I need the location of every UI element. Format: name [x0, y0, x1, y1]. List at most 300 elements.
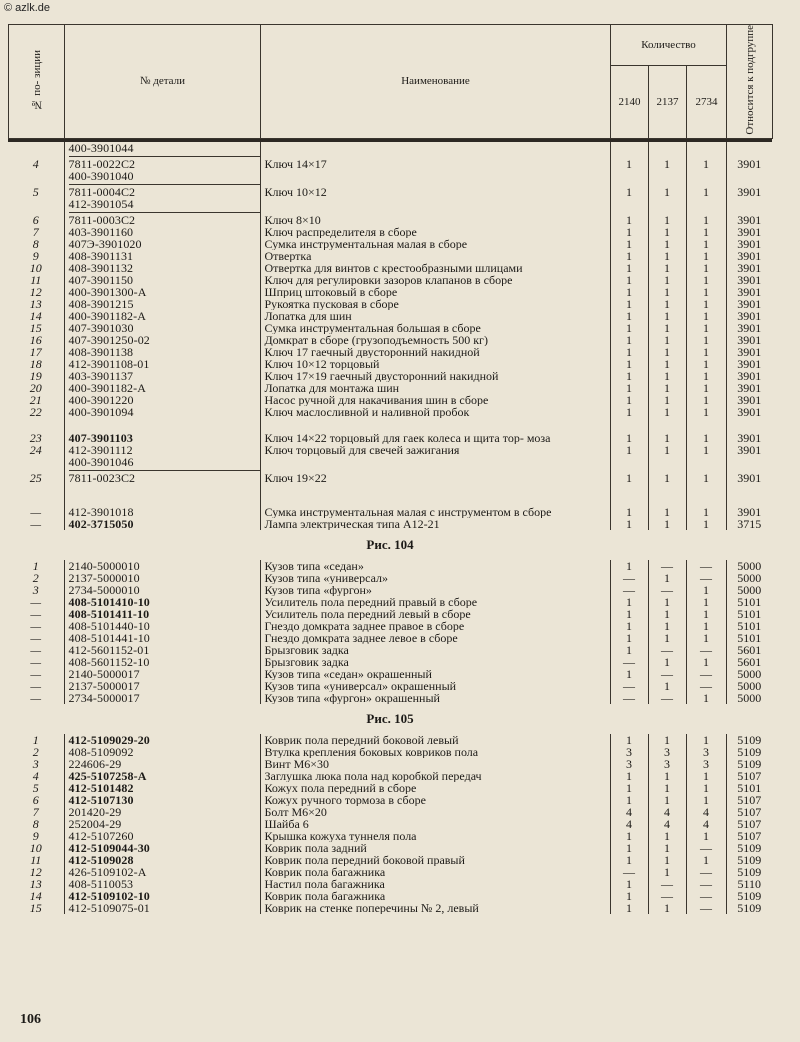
part-number-cell: 400-3901182-А [64, 310, 260, 322]
position-cell: 13 [8, 878, 64, 890]
qty-2140-cell: 1 [610, 198, 648, 226]
part-number-cell: 408-3901131 [64, 250, 260, 262]
name-cell: Кузов типа «универсал» [260, 572, 610, 584]
qty-2140-cell: 1 [610, 644, 648, 656]
name-cell: Кузов типа «седан» [260, 560, 610, 572]
subgroup-cell: 5107 [737, 769, 762, 782]
table-row [8, 656, 772, 668]
qty-2140-cell: 1 [610, 358, 648, 370]
name-cell: Крышка кожуха туннеля пола [260, 830, 610, 842]
qty-2734-cell: 1 [686, 632, 726, 644]
qty-2137-cell: 3 [648, 746, 686, 758]
position-cell: — [8, 518, 64, 530]
qty-2140-cell: 1 [610, 406, 648, 418]
table-row [8, 518, 772, 530]
qty-2140-cell: 1 [610, 418, 648, 444]
name-cell: Кожух ручного тормоза в сборе [260, 794, 610, 806]
qty-2734-cell: — [686, 890, 726, 902]
qty-2140-cell: 3 [610, 758, 648, 770]
part-number-cell [64, 170, 260, 198]
qty-2140-cell: 1 [610, 310, 648, 322]
position-cell: 22 [8, 406, 64, 418]
table-row [8, 746, 772, 758]
subgroup-cell: 5109 [737, 853, 762, 866]
qty-2734-cell: 3 [686, 758, 726, 770]
page-number: 106 [20, 1012, 41, 1027]
qty-2140-cell: 4 [610, 806, 648, 818]
subgroup-cell: 5110 [737, 877, 762, 890]
qty-2140-cell: 4 [610, 818, 648, 830]
position-cell: 6 [8, 198, 64, 226]
position-cell: 24 [8, 444, 64, 456]
subgroup-cell: 5601 [737, 655, 762, 668]
name-cell: Гнездо домкрата заднее левое в сборе [260, 632, 610, 644]
qty-2140-cell: 1 [610, 170, 648, 198]
qty-2137-cell: 1 [648, 142, 686, 170]
name-cell: Коврик пола передний боковой правый [260, 854, 610, 866]
qty-2137-cell: 1 [648, 286, 686, 298]
qty-2137-cell: 1 [648, 596, 686, 608]
part-number-cell: 402-3715050 [64, 518, 260, 530]
qty-2137-cell: 1 [648, 444, 686, 456]
part-number-cell: 400-3901094 [64, 406, 260, 418]
position-cell: — [8, 680, 64, 692]
part-number-cell: 408-5109092 [64, 746, 260, 758]
part-number-cell: 407-3901150 [64, 274, 260, 286]
qty-2734-cell: 1 [686, 298, 726, 310]
name-cell: Сумка инструментальная большая в сборе [260, 322, 610, 334]
qty-2140-cell: — [610, 680, 648, 692]
table-row [8, 692, 772, 704]
position-cell: 4 [8, 770, 64, 782]
subgroup-cell: 3901 [737, 405, 762, 418]
qty-2137-cell: 1 [648, 830, 686, 842]
qty-2137-cell: 1 [648, 770, 686, 782]
name-cell: Лампа электрическая типа А12-21 [260, 518, 610, 530]
qty-2137-cell: — [648, 668, 686, 680]
qty-2140-cell: 1 [610, 346, 648, 358]
qty-2137-cell: 1 [648, 170, 686, 198]
qty-2140-cell: 3 [610, 746, 648, 758]
qty-2137-cell: 1 [648, 226, 686, 238]
part-number-cell: 2137-5000010 [64, 572, 260, 584]
qty-2140-cell: 1 [610, 830, 648, 842]
qty-2137-cell: 1 [648, 358, 686, 370]
subgroup-cell: 5109 [737, 757, 762, 770]
part-number-alt: 7811-0023С2 [69, 470, 260, 484]
position-cell: 17 [8, 346, 64, 358]
part-number-cell: 2140-5000010 [64, 560, 260, 572]
subgroup-cell: 3901 [737, 357, 762, 370]
watermark: © azlk.de [4, 2, 51, 14]
qty-2137-cell: 1 [648, 632, 686, 644]
qty-2140-cell: 1 [610, 668, 648, 680]
subgroup-cell: 5101 [737, 595, 762, 608]
qty-2734-cell: 3 [686, 746, 726, 758]
name-cell: Ключ 19×22 [260, 456, 610, 484]
qty-2137-cell: 1 [648, 334, 686, 346]
subgroup-cell: 3715 [737, 517, 762, 530]
subgroup-cell: 5107 [737, 805, 762, 818]
subgroup-cell: 3901 [737, 393, 762, 406]
qty-2140-cell: 1 [610, 334, 648, 346]
subgroup-cell: 5101 [737, 631, 762, 644]
qty-2137-cell: — [648, 560, 686, 572]
position-cell: 12 [8, 866, 64, 878]
qty-2734-cell: — [686, 878, 726, 890]
parts-table [8, 142, 772, 914]
position-cell: — [8, 656, 64, 668]
qty-2734-cell: — [686, 644, 726, 656]
qty-2140-cell: 1 [610, 382, 648, 394]
name-cell: Гнездо домкрата заднее правое в сборе [260, 620, 610, 632]
part-number-cell: 408-5101440-10 [64, 620, 260, 632]
position-cell: 4 [8, 142, 64, 170]
qty-2734-cell: 1 [686, 596, 726, 608]
subgroup-cell: 5601 [737, 643, 762, 656]
table-row [8, 170, 772, 198]
qty-2137-cell: 1 [648, 238, 686, 250]
qty-2734-cell: 1 [686, 782, 726, 794]
name-cell: Усилитель пола передний правый в сборе [260, 596, 610, 608]
subgroup-cell: 3901 [737, 225, 762, 238]
qty-2140-cell: 1 [610, 854, 648, 866]
name-cell: Кузов типа «фургон» [260, 584, 610, 596]
subgroup-cell: 5000 [737, 667, 762, 680]
part-number-cell: 400-3901300-А [64, 286, 260, 298]
table-row [8, 878, 772, 890]
position-cell: 7 [8, 806, 64, 818]
position-cell: 1 [8, 734, 64, 746]
qty-2734-cell: — [686, 842, 726, 854]
part-number-cell: 2734-5000010 [64, 584, 260, 596]
subgroup-cell: 5109 [737, 733, 762, 746]
qty-2137-cell: 1 [648, 680, 686, 692]
qty-2137-cell: 1 [648, 310, 686, 322]
part-number-cell: 412-3901108-01 [64, 358, 260, 370]
subgroup-cell: 5107 [737, 793, 762, 806]
qty-2734-cell: 1 [686, 444, 726, 456]
table-row [8, 456, 772, 484]
qty-2734-cell: 1 [686, 250, 726, 262]
qty-2140-cell: 1 [610, 456, 648, 484]
header-position: № по- зиции [9, 25, 65, 139]
table-row [8, 608, 772, 620]
qty-2140-cell: 1 [610, 560, 648, 572]
qty-2734-cell: — [686, 866, 726, 878]
position-cell: — [8, 608, 64, 620]
position-cell: 10 [8, 262, 64, 274]
part-number-cell: 2734-5000017 [64, 692, 260, 704]
name-cell: Отвертка [260, 250, 610, 262]
part-number-cell: 412-5109075-01 [64, 902, 260, 914]
part-number-cell: 425-5107258-А [64, 770, 260, 782]
table-row [8, 770, 772, 782]
part-number-cell: 2140-5000017 [64, 668, 260, 680]
name-cell: Лопатка для шин [260, 310, 610, 322]
table-row [8, 310, 772, 322]
position-cell: 2 [8, 746, 64, 758]
name-cell: Ключ 17 гаечный двусторонний накидной [260, 346, 610, 358]
qty-2137-cell: 1 [648, 854, 686, 866]
position-cell: 11 [8, 854, 64, 866]
table-row [8, 358, 772, 370]
qty-2734-cell: 4 [686, 818, 726, 830]
table-row [8, 620, 772, 632]
qty-2734-cell: 1 [686, 608, 726, 620]
table-row [8, 142, 772, 170]
position-cell: — [8, 632, 64, 644]
subgroup-cell: 5109 [737, 745, 762, 758]
part-number-cell: 412-5107130 [64, 794, 260, 806]
position-cell: — [8, 620, 64, 632]
table-row [8, 334, 772, 346]
name-cell: Ключ 14×22 торцовый для гаек колеса и щита тор- моза [260, 418, 610, 444]
subgroup-cell: 5101 [737, 781, 762, 794]
qty-2734-cell: — [686, 902, 726, 914]
part-number-cell [64, 198, 260, 226]
name-cell: Насос ручной для накачивания шин в сборе [260, 394, 610, 406]
name-cell: Ключ 8×10 [260, 198, 610, 226]
qty-2137-cell: 1 [648, 322, 686, 334]
qty-2137-cell: 3 [648, 758, 686, 770]
position-cell: 9 [8, 830, 64, 842]
name-cell: Коврик пола задний [260, 842, 610, 854]
subgroup-cell: 3901 [737, 345, 762, 358]
name-cell: Ключ торцовый для свечей зажигания [260, 444, 610, 456]
qty-2137-cell: 1 [648, 782, 686, 794]
qty-2734-cell: 1 [686, 310, 726, 322]
section-heading [8, 530, 772, 560]
subgroup-cell: 3901 [737, 443, 762, 456]
subgroup-cell: 3901 [737, 470, 762, 484]
part-number-cell: 412-5109028 [64, 854, 260, 866]
table-header [8, 24, 773, 139]
table-row [8, 286, 772, 298]
qty-2137-cell: — [648, 890, 686, 902]
subgroup-cell: 3901 [737, 249, 762, 262]
part-number-cell: 426-5109102-А [64, 866, 260, 878]
qty-2734-cell: 1 [686, 620, 726, 632]
part-number-cell: 201420-29 [64, 806, 260, 818]
qty-2734-cell: 1 [686, 406, 726, 418]
position-cell: 7 [8, 226, 64, 238]
subgroup-cell: 5109 [737, 865, 762, 878]
table-row [8, 572, 772, 584]
position-cell: 16 [8, 334, 64, 346]
qty-2140-cell: 1 [610, 286, 648, 298]
qty-2140-cell: 1 [610, 298, 648, 310]
table-row [8, 794, 772, 806]
subgroup-cell: 5109 [737, 901, 762, 914]
table-row [8, 830, 772, 842]
qty-2734-cell: 1 [686, 484, 726, 518]
qty-2137-cell: 1 [648, 250, 686, 262]
part-number-cell: 412-3901018 [64, 484, 260, 518]
name-cell: Коврик на стенке поперечины № 2, левый [260, 902, 610, 914]
qty-2137-cell: 1 [648, 346, 686, 358]
qty-2137-cell: — [648, 584, 686, 596]
qty-2140-cell: 1 [610, 274, 648, 286]
part-number-cell: 252004-29 [64, 818, 260, 830]
name-cell: Рукоятка пусковая в сборе [260, 298, 610, 310]
name-cell: Ключ для регулировки зазоров клапанов в сборе [260, 274, 610, 286]
qty-2137-cell: 1 [648, 734, 686, 746]
table-row [8, 842, 772, 854]
position-cell: — [8, 644, 64, 656]
position-cell: 11 [8, 274, 64, 286]
name-cell: Ключ 17×19 гаечный двусторонний накидной [260, 370, 610, 382]
position-cell: — [8, 596, 64, 608]
table-row [8, 644, 772, 656]
table-row [8, 632, 772, 644]
qty-2137-cell: 1 [648, 456, 686, 484]
position-cell: 14 [8, 890, 64, 902]
qty-2140-cell: — [610, 572, 648, 584]
subgroup-cell: 3901 [737, 309, 762, 322]
qty-2137-cell: 1 [648, 518, 686, 530]
subgroup-cell: 5109 [737, 889, 762, 902]
qty-2734-cell: 1 [686, 584, 726, 596]
table-row [8, 346, 772, 358]
name-cell: Ключ 10×12 [260, 170, 610, 198]
header-name: Наименование [261, 25, 611, 139]
name-cell: Заглушка люка пола над коробкой передач [260, 770, 610, 782]
name-cell: Ключ 14×17 [260, 142, 610, 170]
part-number-cell: 408-5101441-10 [64, 632, 260, 644]
subgroup-cell: 5107 [737, 817, 762, 830]
position-cell: 5 [8, 782, 64, 794]
name-cell: Кожух пола передний в сборе [260, 782, 610, 794]
qty-2137-cell: 1 [648, 406, 686, 418]
qty-2140-cell: 1 [610, 782, 648, 794]
subgroup-cell: 3901 [737, 369, 762, 382]
part-number-cell: 407-3901030 [64, 322, 260, 334]
qty-2140-cell: 1 [610, 250, 648, 262]
part-number-cell: 408-5601152-10 [64, 656, 260, 668]
qty-2140-cell: 1 [610, 878, 648, 890]
header-model-2140: 2140 [611, 66, 649, 138]
qty-2137-cell: 1 [648, 262, 686, 274]
part-number-cell: 400-3901182-А [64, 382, 260, 394]
subgroup-cell: 5101 [737, 607, 762, 620]
qty-2137-cell: 1 [648, 382, 686, 394]
name-cell: Настил пола багажника [260, 878, 610, 890]
table-row [8, 226, 772, 238]
table-row [8, 198, 772, 226]
qty-2734-cell: 1 [686, 734, 726, 746]
qty-2734-cell: 1 [686, 358, 726, 370]
qty-2140-cell: 1 [610, 394, 648, 406]
qty-2137-cell: 1 [648, 274, 686, 286]
part-number-cell: 408-3901138 [64, 346, 260, 358]
part-number-alt: 7811-0003С2 [69, 212, 260, 226]
name-cell: Сумка инструментальная малая с инструментом в сборе [260, 484, 610, 518]
position-cell: 12 [8, 286, 64, 298]
header-quantity: Количество [611, 25, 727, 66]
parts-catalog-page [8, 24, 772, 914]
subgroup-cell: 5000 [737, 583, 762, 596]
subgroup-cell: 3901 [737, 381, 762, 394]
table-row [8, 734, 772, 746]
table-row [8, 758, 772, 770]
table-row [8, 668, 772, 680]
subgroup-cell: 5000 [737, 679, 762, 692]
name-cell: Ключ распределителя в сборе [260, 226, 610, 238]
part-number: 412-3901054 [68, 197, 134, 211]
qty-2734-cell: — [686, 560, 726, 572]
name-cell: Ключ маслосливной и наливной пробок [260, 406, 610, 418]
name-cell: Болт М6×20 [260, 806, 610, 818]
name-cell: Коврик пола багажника [260, 890, 610, 902]
qty-2140-cell: 1 [610, 238, 648, 250]
header-model-2137: 2137 [649, 66, 687, 138]
qty-2734-cell: 1 [686, 830, 726, 842]
position-cell: 5 [8, 170, 64, 198]
qty-2734-cell: 1 [686, 286, 726, 298]
qty-2734-cell: 1 [686, 394, 726, 406]
position-cell: 23 [8, 418, 64, 444]
table-row [8, 382, 772, 394]
part-number-cell: 407Э-3901020 [64, 238, 260, 250]
qty-2137-cell: 1 [648, 608, 686, 620]
name-cell: Ключ 10×12 торцовый [260, 358, 610, 370]
qty-2734-cell: 1 [686, 382, 726, 394]
name-cell: Домкрат в сборе (грузоподъемность 500 кг) [260, 334, 610, 346]
qty-2140-cell: 1 [610, 794, 648, 806]
subgroup-cell: 3901 [737, 285, 762, 298]
qty-2137-cell: — [648, 692, 686, 704]
table-row [8, 782, 772, 794]
qty-2137-cell: 1 [648, 298, 686, 310]
table-row [8, 584, 772, 596]
part-number-cell: 412-5109102-10 [64, 890, 260, 902]
qty-2137-cell: 1 [648, 370, 686, 382]
qty-2734-cell: 1 [686, 854, 726, 866]
part-number-cell [64, 142, 260, 170]
subgroup-cell: 5107 [737, 829, 762, 842]
name-cell: Брызговик задка [260, 644, 610, 656]
qty-2137-cell: 1 [648, 418, 686, 444]
qty-2734-cell: 1 [686, 274, 726, 286]
qty-2734-cell: 1 [686, 226, 726, 238]
position-cell: 15 [8, 902, 64, 914]
qty-2140-cell: 1 [610, 518, 648, 530]
subgroup-cell: 3901 [737, 504, 762, 518]
qty-2137-cell: 1 [648, 842, 686, 854]
qty-2137-cell: — [648, 644, 686, 656]
name-cell: Кузов типа «седан» окрашенный [260, 668, 610, 680]
table-row [8, 854, 772, 866]
qty-2137-cell: 1 [648, 902, 686, 914]
name-cell: Втулка крепления боковых ковриков пола [260, 746, 610, 758]
name-cell: Отвертка для винтов с крестообразными шлицами [260, 262, 610, 274]
header-part-number: № детали [65, 25, 261, 139]
name-cell: Сумка инструментальная малая в сборе [260, 238, 610, 250]
table-row [8, 394, 772, 406]
qty-2140-cell: 1 [610, 890, 648, 902]
position-cell: — [8, 484, 64, 518]
position-cell: 19 [8, 370, 64, 382]
qty-2140-cell: — [610, 866, 648, 878]
qty-2734-cell: 1 [686, 456, 726, 484]
position-cell: 1 [8, 560, 64, 572]
name-cell: Брызговик задка [260, 656, 610, 668]
subgroup-cell: 3901 [737, 261, 762, 274]
table-row [8, 418, 772, 444]
qty-2140-cell: 1 [610, 596, 648, 608]
position-cell: 3 [8, 758, 64, 770]
